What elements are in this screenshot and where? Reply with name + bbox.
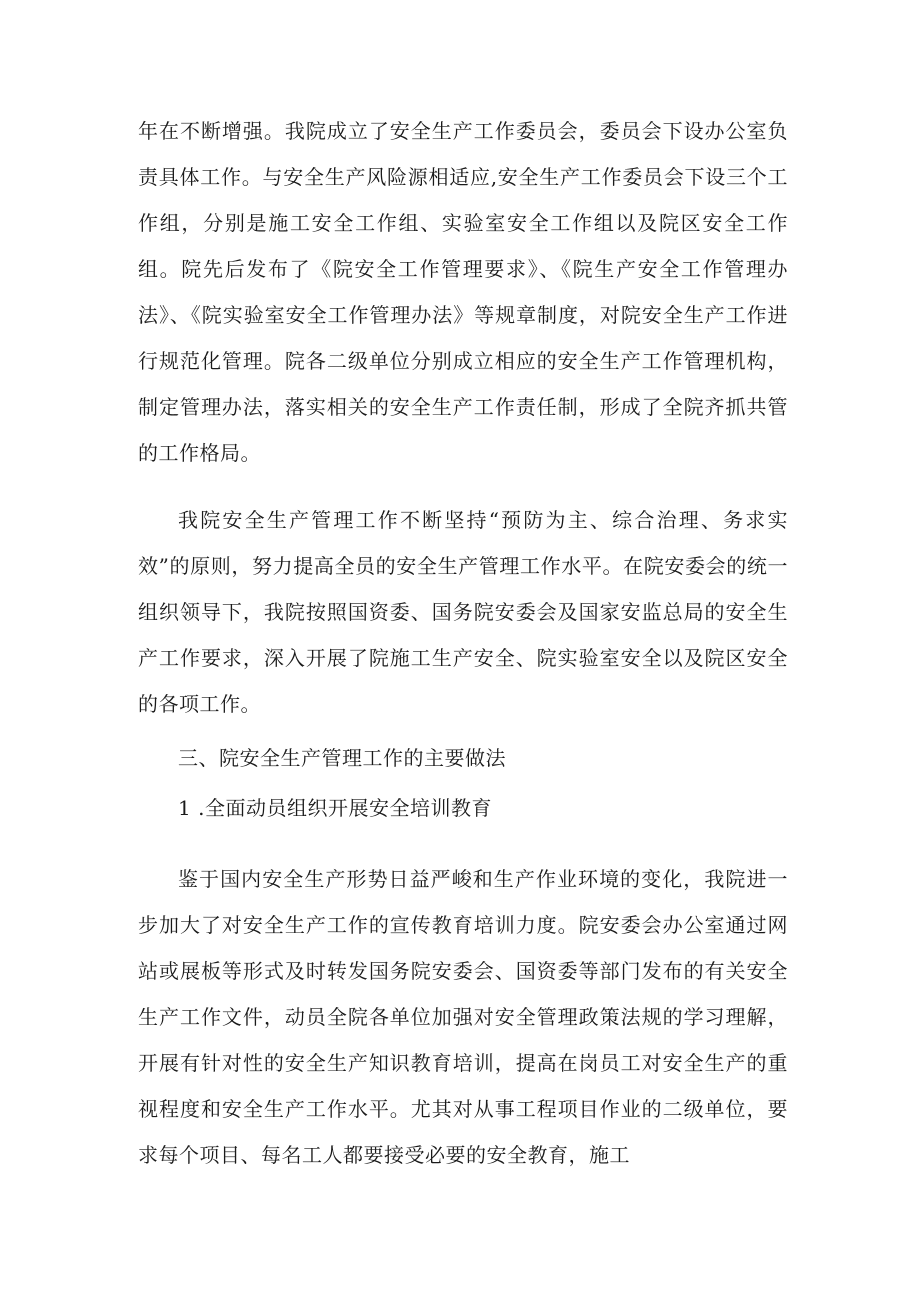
section-heading: 三、院安全生产管理工作的主要做法 <box>178 746 506 770</box>
body-paragraph-2: 我院安全生产管理工作不断坚持“预防为主、综合治理、务求实效”的原则，努力提高全员的安全生产管理工作水平。在院安委会的统一组织领导下，我院按照国资委、国务院安委会及国家安监总局的安全生产工作要求，深入开展了院施工生产安全、院实验室安全以及院区安全的各项工作。 <box>138 508 788 716</box>
body-paragraph-1: 年在不断增强。我院成立了安全生产工作委员会，委员会下设办公室负责具体工作。与安全生产风险源相适应,安全生产工作委员会下设三个工作组，分别是施工安全工作组、实验室安全工作组以及院区安全工作组。院先后发布了《院安全工作管理要求》、《院生产安全工作管理办法》、《院实验室安全工作管理办法》等规章制度，对院安全生产工作进行规范化管理。院各二级单位分别成立相应的安全生产工作管理机构，制定管理办法，落实相关的安全生产工作责任制，形成了全院齐抓共管的工作格局。 <box>138 119 788 465</box>
body-paragraph-3: 鉴于国内安全生产形势日益严峻和生产作业环境的变化，我院进一步加大了对安全生产工作的宣传教育培训力度。院安委会办公室通过网站或展板等形式及时转发国务院安委会、国资委等部门发布的有关安全生产工作文件，动员全院各单位加强对安全管理政策法规的学习理解，开展有针对性的安全生产知识教育培训，提高在岗员工对安全生产的重视程度和安全生产工作水平。尤其对从事工程项目作业的二级单位，要求每个项目、每名工人都要接受必要的安全教育，施工 <box>138 867 788 1167</box>
subsection-heading: 1 .全面动员组织开展安全培训教育 <box>178 796 492 820</box>
